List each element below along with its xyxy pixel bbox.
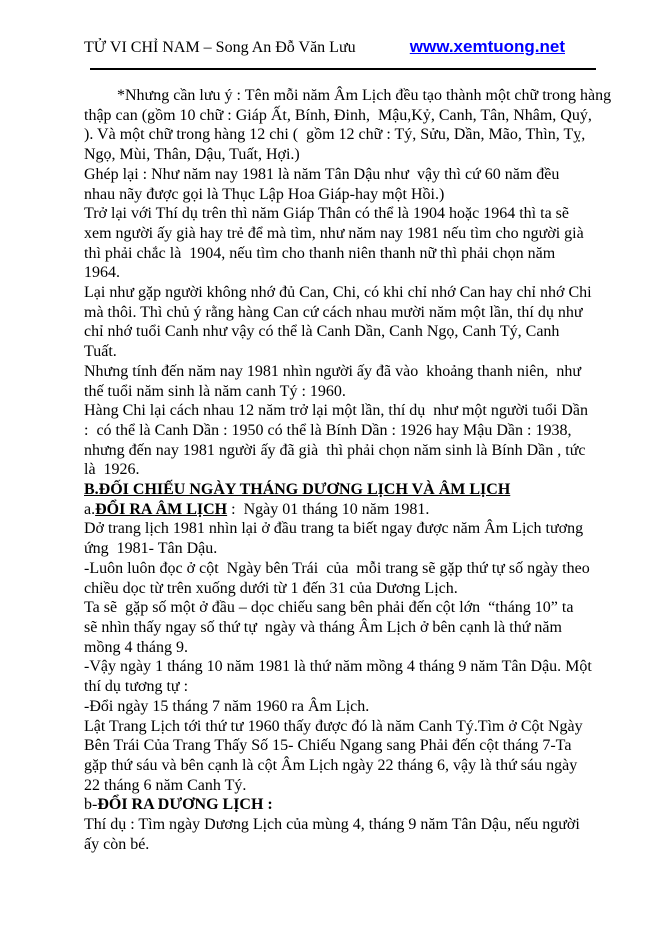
text-segment: Lật Trang Lịch tới thứ tư 1960 thấy được đó là năm Canh Tý.Tìm ở Cột Ngày Bên Trái Của Trang Thấy Số 15- Chiếu Ngang sang Phải đến cột tháng 7-Ta gặp thứ sáu và bên cạnh là cột Âm Lịch ngày 22 tháng 6, vậy là thứ sáu ngày 22 tháng 6 năm Canh Tý. [84, 717, 583, 794]
text-segment: : Ngày 01 tháng 10 năm 1981. [227, 500, 430, 518]
header-divider [90, 68, 596, 70]
paragraph [84, 86, 632, 165]
text-segment: Ta sẽ gặp số một ở đầu – dọc chiếu sang bên phải đến cột lớn “tháng 10” ta sẽ nhìn thấy ngay số thứ tự ngày và tháng Âm Lịch ở bên cạnh là thứ năm mồng 4 tháng 9. [84, 599, 574, 656]
text-segment: Ghép lại : Như năm nay 1981 là năm Tân Dậu như vậy thì cứ 60 năm đều nhau nãy được gọi là Thục Lập Hoa Giáp-hay một Hồi.) [84, 165, 560, 203]
text-segment: ĐỔI RA ÂM LỊCH [95, 500, 228, 518]
text-segment: *Nhưng cần lưu ý : Tên mỗi năm Âm Lịch đều tạo thành một chữ trong hàng thập can (gồm 10 chữ : Giáp Ất, Bính, Đinh, Mậu,Kỷ, Canh, Tân, Nhâm, Quý, ). Và một chữ trong hàng 12 chi ( gồm 12 chữ : Tý, Sửu, Dần, Mão, Thìn, Tỵ, Ngọ, Mùi, Thân, Dậu, Tuất, Hợi.) [84, 87, 612, 164]
text-segment: Thí dụ : Tìm ngày Dương Lịch của mùng 4, tháng 9 năm Tân Dậu, nếu người ấy còn bé. [84, 816, 580, 853]
text-segment: a. [84, 500, 96, 518]
text-segment: Hàng Chi lại cách nhau 12 năm trở lại một lần, thí dụ như một người tuổi Dần : có thể là Canh Dần : 1950 có thể là Bính Dần : 1926 hay Mậu Dần : 1938, nhưng đến nay 1981 người ấy đã già thì phải chọn năm sinh là Bính Dần , tức là 1926. [84, 402, 588, 479]
document-body [84, 86, 632, 854]
paragraph [84, 519, 632, 558]
text-segment: Lại như gặp người không nhớ đủ Can, Chi, có khi chỉ nhớ Can hay chỉ nhớ Chi mà thôi. Thì chủ ý rằng hàng Can cứ cách nhau mười năm một lần, thí dụ như chỉ nhớ tuổi Canh như vậy có thể là Canh Dần, Canh Ngọ, Canh Tý, Canh Tuất. [84, 284, 592, 361]
page-header [84, 38, 565, 57]
text-segment: -Luôn luôn đọc ở cột Ngày bên Trái của mỗi trang sẽ gặp thứ tự số ngày theo chiều dọc từ trên xuống dưới từ 1 đến 31 của Dương Lịch. [84, 559, 590, 597]
text-segment: b- [84, 796, 98, 814]
paragraph [84, 559, 632, 598]
paragraph [84, 362, 632, 401]
paragraph [84, 697, 632, 717]
text-segment: B.ĐỐI CHIẾU NGÀY THÁNG DƯƠNG LỊCH VÀ ÂM LỊCH [84, 481, 511, 499]
section-heading [84, 795, 632, 815]
paragraph [84, 165, 632, 204]
paragraph [84, 717, 632, 796]
paragraph [84, 657, 632, 696]
paragraph [84, 815, 632, 854]
text-segment: Nhưng tính đến năm nay 1981 nhìn người ấy đã vào khoảng thanh niên, như thế tuổi năm sinh là năm canh Tý : 1960. [84, 362, 582, 400]
text-segment: -Vậy ngày 1 tháng 10 năm 1981 là thứ năm mồng 4 tháng 9 năm Tân Dậu. Một thí dụ tương tự : [84, 658, 592, 696]
paragraph [84, 598, 632, 657]
paragraph [84, 283, 632, 362]
text-segment: Dở trang lịch 1981 nhìn lại ở đầu trang ta biết ngay được năm Âm Lịch tương ứng 1981- Tân Dậu. [84, 520, 584, 558]
paragraph [84, 204, 632, 283]
text-segment: -Đổi ngày 15 tháng 7 năm 1960 ra Âm Lịch. [84, 697, 370, 715]
text-segment: ĐỔI RA DƯƠNG LỊCH : [97, 796, 273, 814]
paragraph [84, 401, 632, 480]
section-heading [84, 500, 632, 520]
website-link[interactable]: www.xemtuong.net [409, 37, 565, 56]
document-title: TỬ VI CHỈ NAM – Song An Đỗ Văn Lưu [84, 39, 356, 56]
section-heading [84, 480, 632, 500]
text-segment: Trở lại với Thí dụ trên thì năm Giáp Thân có thể là 1904 hoặc 1964 thì ta sẽ xem người ấy già hay trẻ để mà tìm, như năm nay 1981 nếu tìm cho người già thì phải chắc là 1904, nếu tìm cho thanh niên thanh nữ thì phải chọn năm 1964. [84, 205, 584, 282]
